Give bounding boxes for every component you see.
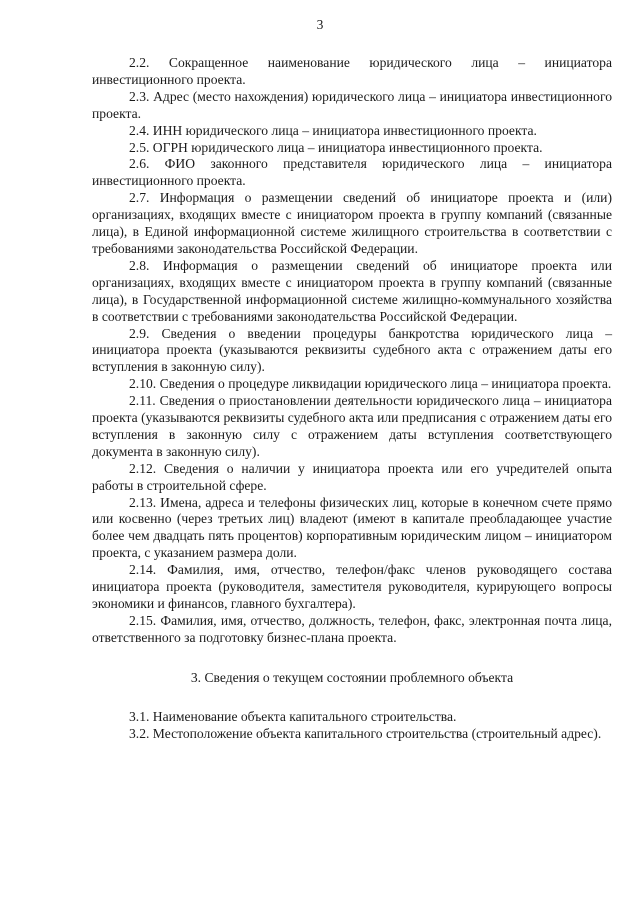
paragraph-2-6: 2.6. ФИО законного представителя юридического лица – инициатора инвестиционного проекта. (92, 156, 612, 189)
paragraph-2-10: 2.10. Сведения о процедуре ликвидации юридического лица – инициатора проекта. (129, 376, 612, 392)
paragraph-2-9: 2.9. Сведения о введении процедуры банкротства юридического лица – инициатора проекта (указываются реквизиты судебного акта с отражением даты его вступления в законную силу). (92, 325, 612, 375)
section-3-heading: 3. Сведения о текущем состоянии проблемного объекта (190, 669, 514, 685)
paragraph-2-3: 2.3. Адрес (место нахождения) юридического лица – инициатора инвестиционного проекта. (92, 88, 612, 121)
paragraph-2-5: 2.5. ОГРН юридического лица – инициатора инвестиционного проекта. (129, 139, 543, 155)
page-number: 3 (316, 17, 324, 32)
paragraph-2-4: 2.4. ИНН юридического лица – инициатора инвестиционного проекта. (129, 122, 537, 138)
paragraph-2-13: 2.13. Имена, адреса и телефоны физических лиц, которые в конечном счете прямо или косвенно (через третьих лиц) владеют (имеют в капитале преобладающее участие более чем двадцать пять процентов) корпоративным юридическим лицом – инициатором проекта, с указанием размера доли. (92, 494, 612, 561)
paragraph-2-7: 2.7. Информация о размещении сведений об инициаторе проекта и (или) организациях, входящих вместе с инициатором проекта в группу компаний (связанные лица), в Единой информационной системе жилищного строительства в соответствии с требованиями законодательства Российской Федерации. (92, 190, 612, 256)
paragraph-2-11: 2.11. Сведения о приостановлении деятельности юридического лица – инициатора проекта (указываются реквизиты судебного акта или предписания с отражением даты его вступления в законную силу с отражением даты вступления соответствующего документа в законную силу). (92, 393, 612, 459)
paragraph-2-12: 2.12. Сведения о наличии у инициатора проекта или его учредителей опыта работы в строительной сфере. (92, 460, 612, 493)
paragraph-3-2: 3.2. Местоположение объекта капитального строительства (строительный адрес). (129, 725, 602, 741)
paragraph-2-2: 2.2. Сокращенное наименование юридического лица – инициатора инвестиционного проекта. (92, 55, 612, 87)
paragraph-2-14: 2.14. Фамилия, имя, отчество, телефон/факс членов руководящего состава инициатора проекта (руководителя, заместителя руководителя, курирующего вопросы экономики и финансов, главного бухгалтера). (92, 562, 612, 611)
paragraph-2-8: 2.8. Информация о размещении сведений об инициаторе проекта или организациях, входящих вместе с инициатором проекта в группу компаний (связанные лица), в Государственной информационной системе жилищно-коммунального хозяйства в соответствии с требованиями законодательства Российской Федерации. (92, 257, 612, 324)
paragraph-2-15: 2.15. Фамилия, имя, отчество, должность, телефон, факс, электронная почта лица, ответственного за подготовку бизнес-плана проекта. (92, 612, 612, 645)
paragraph-3-1: 3.1. Наименование объекта капитального строительства. (129, 708, 457, 724)
document-body (92, 55, 612, 742)
